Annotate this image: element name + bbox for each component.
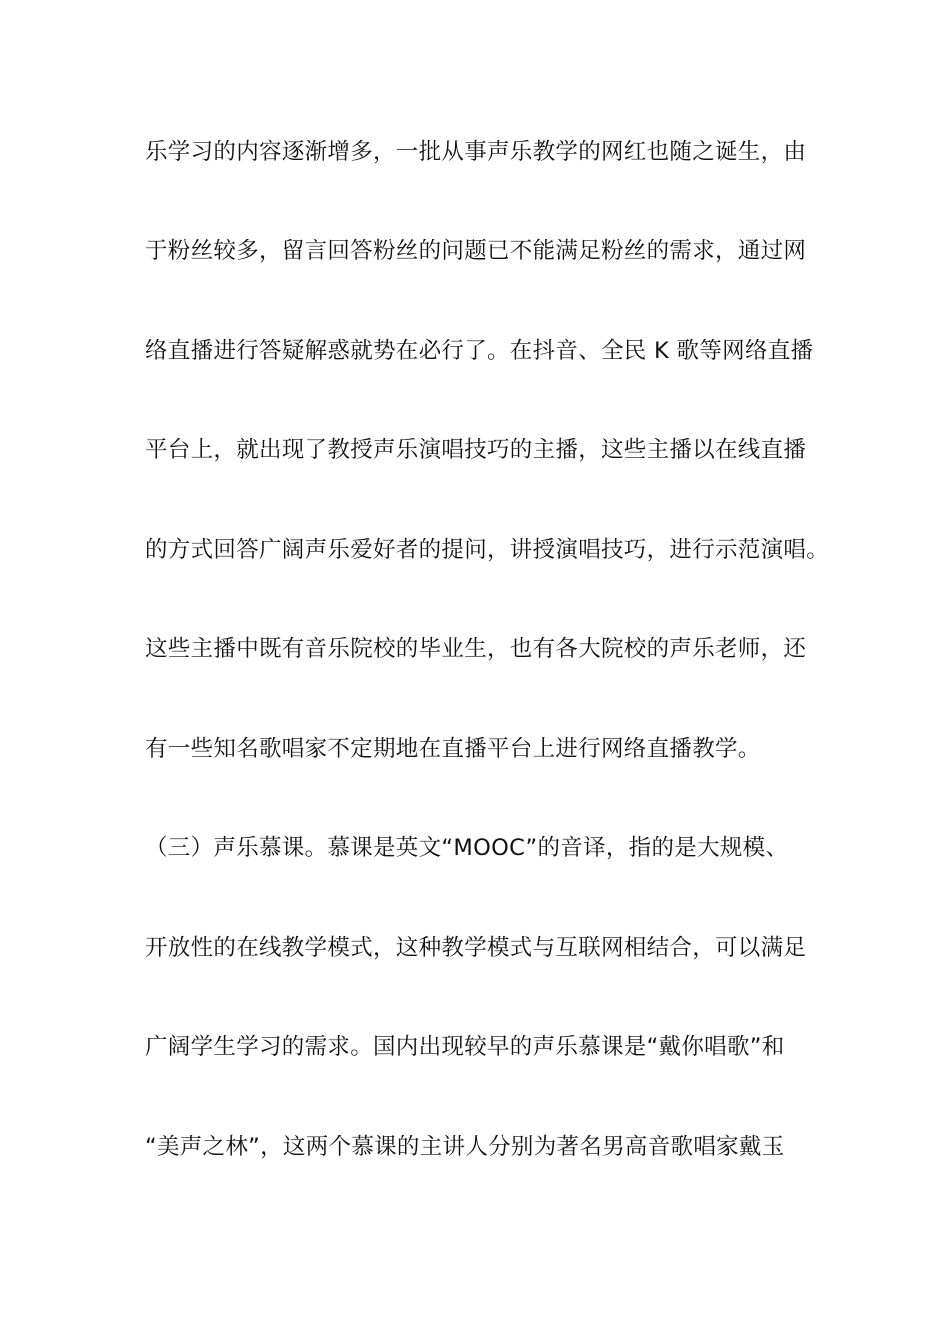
- text-line-8: （三）声乐慕课。慕课是英文“MOOC”的音译，指的是大规模、: [145, 835, 789, 861]
- text-line-11: “美声之林”，这两个慕课的主讲人分别为著名男高音歌唱家戴玉: [145, 1134, 785, 1160]
- text-line-4: 平台上，就出现了教授声乐演唱技巧的主播，这些主播以在线直播: [145, 437, 807, 463]
- text-line-9: 开放性的在线教学模式，这种教学模式与互联网相结合，可以满足: [145, 935, 807, 961]
- text-line-10: 广阔学生学习的需求。国内出现较早的声乐慕课是“戴你唱歌”和: [145, 1034, 785, 1060]
- text-line-3: 络直播进行答疑解惑就势在必行了。在抖音、全民 K 歌等网络直播: [145, 338, 814, 364]
- text-line-1: 乐学习的内容逐渐增多，一批从事声乐教学的网红也随之诞生，由: [145, 139, 807, 165]
- text-line-2: 于粉丝较多，留言回答粉丝的问题已不能满足粉丝的需求，通过网: [145, 238, 807, 264]
- text-line-6: 这些主播中既有音乐院校的毕业生，也有各大院校的声乐老师，还: [145, 636, 807, 662]
- text-line-7: 有一些知名歌唱家不定期地在直播平台上进行网络直播教学。: [145, 736, 761, 762]
- text-line-5: 的方式回答广阔声乐爱好者的提问，讲授演唱技巧，进行示范演唱。: [145, 537, 830, 563]
